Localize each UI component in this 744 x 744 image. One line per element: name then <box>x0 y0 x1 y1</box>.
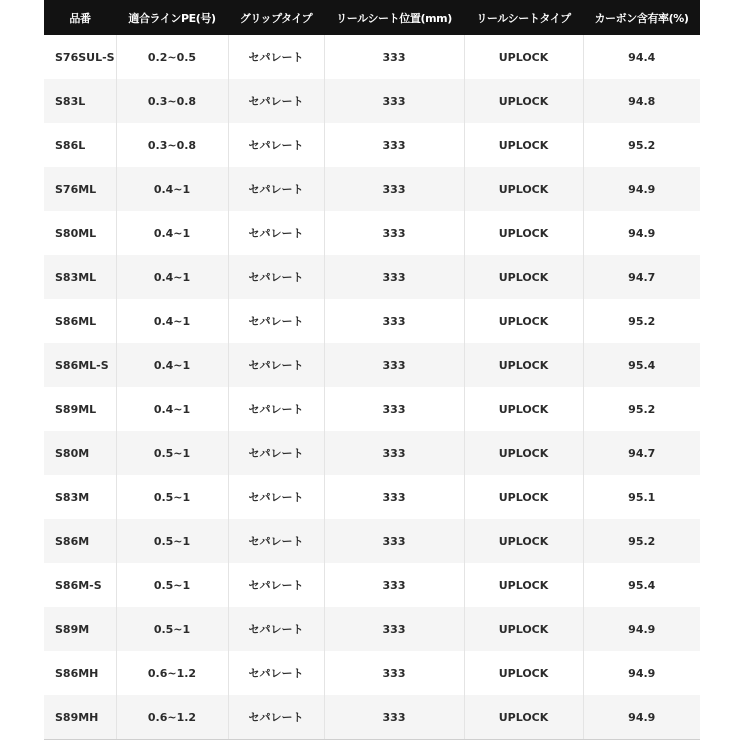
carbon-content-cell: 94.9 <box>583 211 700 255</box>
header-grip-type: グリップタイプ <box>228 0 324 35</box>
model-number-cell: S83ML <box>44 255 116 299</box>
line-pe-cell: 0.4~1 <box>116 387 228 431</box>
reel-seat-type-cell: UPLOCK <box>464 343 583 387</box>
grip-type-cell: セパレート <box>228 123 324 167</box>
carbon-content-cell: 94.8 <box>583 79 700 123</box>
header-line-pe: 適合ラインPE(号) <box>116 0 228 35</box>
reel-seat-position-cell: 333 <box>324 563 464 607</box>
header-model-number: 品番 <box>44 0 116 35</box>
line-pe-cell: 0.4~1 <box>116 299 228 343</box>
reel-seat-position-cell: 333 <box>324 211 464 255</box>
table-row <box>44 475 700 519</box>
grip-type-cell: セパレート <box>228 211 324 255</box>
reel-seat-position-cell: 333 <box>324 35 464 79</box>
carbon-content-cell: 95.2 <box>583 519 700 563</box>
header-reel-seat-position: リールシート位置(mm) <box>324 0 464 35</box>
line-pe-cell: 0.4~1 <box>116 211 228 255</box>
reel-seat-position-cell: 333 <box>324 79 464 123</box>
spec-table-header <box>44 0 700 35</box>
reel-seat-type-cell: UPLOCK <box>464 519 583 563</box>
carbon-content-cell: 94.9 <box>583 607 700 651</box>
reel-seat-type-cell: UPLOCK <box>464 563 583 607</box>
spec-table-body <box>44 35 700 740</box>
reel-seat-position-cell: 333 <box>324 695 464 740</box>
reel-seat-type-cell: UPLOCK <box>464 167 583 211</box>
model-number-cell: S86MH <box>55 666 99 680</box>
reel-seat-position-cell: 333 <box>324 255 464 299</box>
line-pe-cell: 0.6~1.2 <box>116 695 228 740</box>
model-number-cell: S86L <box>55 138 86 152</box>
reel-seat-type-cell: UPLOCK <box>464 123 583 167</box>
reel-seat-type-cell: UPLOCK <box>464 651 583 695</box>
line-pe-cell: 0.4~1 <box>116 255 228 299</box>
table-row <box>44 651 700 695</box>
reel-seat-type-cell: UPLOCK <box>464 607 583 651</box>
reel-seat-position-cell: 333 <box>324 651 464 695</box>
carbon-content-cell: 95.2 <box>583 299 700 343</box>
model-number-cell: S76SUL-S <box>55 50 115 64</box>
carbon-content-cell: 94.9 <box>583 167 700 211</box>
model-number-cell: S86ML <box>55 314 97 328</box>
model-number-cell: S80M <box>44 431 116 475</box>
line-pe-cell: 0.4~1 <box>116 167 228 211</box>
reel-seat-type-cell: UPLOCK <box>464 431 583 475</box>
model-number-cell: S76ML <box>44 167 116 211</box>
table-row <box>44 255 700 299</box>
table-row <box>44 123 700 167</box>
header-reel-seat-type: リールシートタイプ <box>464 0 583 35</box>
reel-seat-type-cell: UPLOCK <box>464 695 583 740</box>
grip-type-cell: セパレート <box>228 431 324 475</box>
grip-type-cell: セパレート <box>228 167 324 211</box>
grip-type-cell: セパレート <box>228 519 324 563</box>
reel-seat-type-cell: UPLOCK <box>464 255 583 299</box>
carbon-content-cell: 95.4 <box>583 563 700 607</box>
grip-type-cell: セパレート <box>228 255 324 299</box>
reel-seat-type-cell: UPLOCK <box>464 35 583 79</box>
table-row <box>44 387 700 431</box>
reel-seat-type-cell: UPLOCK <box>464 211 583 255</box>
table-row <box>44 167 700 211</box>
carbon-content-cell: 95.2 <box>583 387 700 431</box>
grip-type-cell: セパレート <box>228 563 324 607</box>
grip-type-cell: セパレート <box>228 475 324 519</box>
model-number-cell: S89M <box>44 607 116 651</box>
line-pe-cell: 0.2~0.5 <box>116 35 228 79</box>
table-row <box>44 79 700 123</box>
table-row <box>44 211 700 255</box>
table-row <box>44 343 700 387</box>
reel-seat-position-cell: 333 <box>324 431 464 475</box>
model-number-cell: S86ML-S <box>44 343 116 387</box>
model-number-cell: S83M <box>55 490 90 504</box>
grip-type-cell: セパレート <box>228 35 324 79</box>
reel-seat-position-cell: 333 <box>324 607 464 651</box>
model-number-cell: S86M-S <box>55 578 102 592</box>
line-pe-cell: 0.3~0.8 <box>116 123 228 167</box>
carbon-content-cell: 94.9 <box>583 651 700 695</box>
model-number-cell: S89ML <box>55 402 97 416</box>
model-number-cell: S83L <box>44 79 116 123</box>
reel-seat-type-cell: UPLOCK <box>464 387 583 431</box>
reel-seat-position-cell: 333 <box>324 387 464 431</box>
carbon-content-cell: 94.7 <box>583 255 700 299</box>
reel-seat-position-cell: 333 <box>324 343 464 387</box>
grip-type-cell: セパレート <box>228 387 324 431</box>
table-row <box>44 35 700 79</box>
grip-type-cell: セパレート <box>228 299 324 343</box>
line-pe-cell: 0.4~1 <box>116 343 228 387</box>
table-row <box>44 607 700 651</box>
reel-seat-position-cell: 333 <box>324 475 464 519</box>
line-pe-cell: 0.5~1 <box>116 519 228 563</box>
carbon-content-cell: 94.9 <box>583 695 700 740</box>
reel-seat-type-cell: UPLOCK <box>464 79 583 123</box>
grip-type-cell: セパレート <box>228 651 324 695</box>
reel-seat-position-cell: 333 <box>324 519 464 563</box>
table-row <box>44 563 700 607</box>
carbon-content-cell: 95.1 <box>583 475 700 519</box>
line-pe-cell: 0.5~1 <box>116 475 228 519</box>
model-number-cell: S80ML <box>55 226 97 240</box>
header-carbon-content: カーボン含有率(%) <box>583 0 700 35</box>
model-number-cell: S89MH <box>44 695 116 740</box>
spec-table <box>44 0 700 740</box>
line-pe-cell: 0.5~1 <box>116 431 228 475</box>
reel-seat-position-cell: 333 <box>324 123 464 167</box>
table-row <box>44 431 700 475</box>
carbon-content-cell: 94.4 <box>583 35 700 79</box>
reel-seat-position-cell: 333 <box>324 299 464 343</box>
reel-seat-type-cell: UPLOCK <box>464 299 583 343</box>
line-pe-cell: 0.5~1 <box>116 563 228 607</box>
line-pe-cell: 0.6~1.2 <box>116 651 228 695</box>
reel-seat-type-cell: UPLOCK <box>464 475 583 519</box>
line-pe-cell: 0.3~0.8 <box>116 79 228 123</box>
line-pe-cell: 0.5~1 <box>116 607 228 651</box>
header-row <box>44 0 700 35</box>
table-row <box>44 695 700 740</box>
carbon-content-cell: 95.2 <box>583 123 700 167</box>
grip-type-cell: セパレート <box>228 607 324 651</box>
grip-type-cell: セパレート <box>228 695 324 740</box>
carbon-content-cell: 94.7 <box>583 431 700 475</box>
grip-type-cell: セパレート <box>228 79 324 123</box>
reel-seat-position-cell: 333 <box>324 167 464 211</box>
model-number-cell: S86M <box>44 519 116 563</box>
table-row <box>44 299 700 343</box>
grip-type-cell: セパレート <box>228 343 324 387</box>
table-row <box>44 519 700 563</box>
carbon-content-cell: 95.4 <box>583 343 700 387</box>
